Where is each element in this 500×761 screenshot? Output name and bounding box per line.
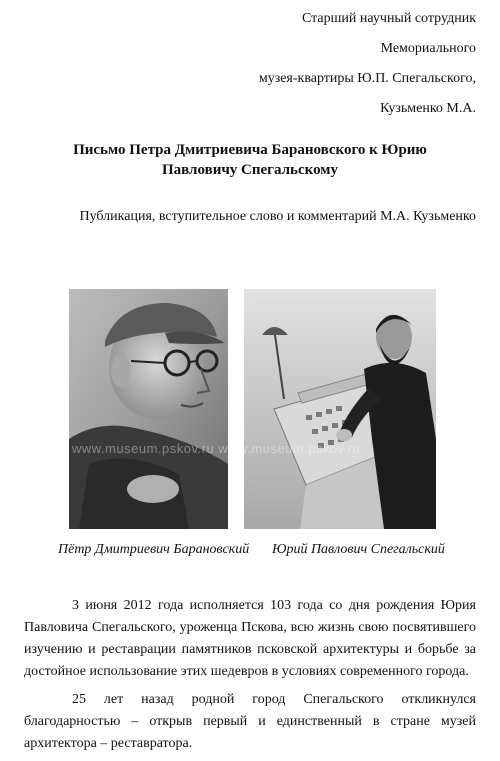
author-name: Кузьменко М.А. [380, 101, 476, 116]
caption-spegalsky: Юрий Павлович Спегальский [272, 542, 445, 557]
caption-baranovsky: Пётр Дмитриевич Барановский [58, 542, 250, 557]
author-block [259, 4, 476, 124]
author-position: Старший научный сотрудник [301, 11, 476, 26]
document-title: Письмо Петра Дмитриевича Барановского к Юрию Павловичу Спегальскому [73, 142, 427, 178]
author-museum-name: музея-квартиры Ю.П. Спегальского, [258, 71, 476, 86]
publication-credit: Публикация, вступительное слово и комментарий М.А. Кузьменко [79, 209, 476, 224]
paragraph-1: 3 июня 2012 года исполняется 103 года со дня рождения Юрия Павловича Спегальского, уроженца Пскова, всю жизнь свою посвятившего изучению и реставрации памятников псковской архитектуры и борьбе за достойное использование этих шедевров в условиях современного города. [24, 598, 476, 679]
paragraph-2: 25 лет назад родной город Спегальского откликнулся благодарностью – открыв первый и единственный в стране музей архитектора – реставратора. [24, 692, 476, 751]
portrait-photo-spegalsky [244, 289, 436, 529]
author-museum-line: Мемориального [380, 41, 476, 56]
article-body [24, 595, 476, 761]
museum-watermark: www.museum.pskov.ru www.museum.pskov.ru [72, 441, 361, 456]
portrait-photo-baranovsky [69, 289, 228, 529]
